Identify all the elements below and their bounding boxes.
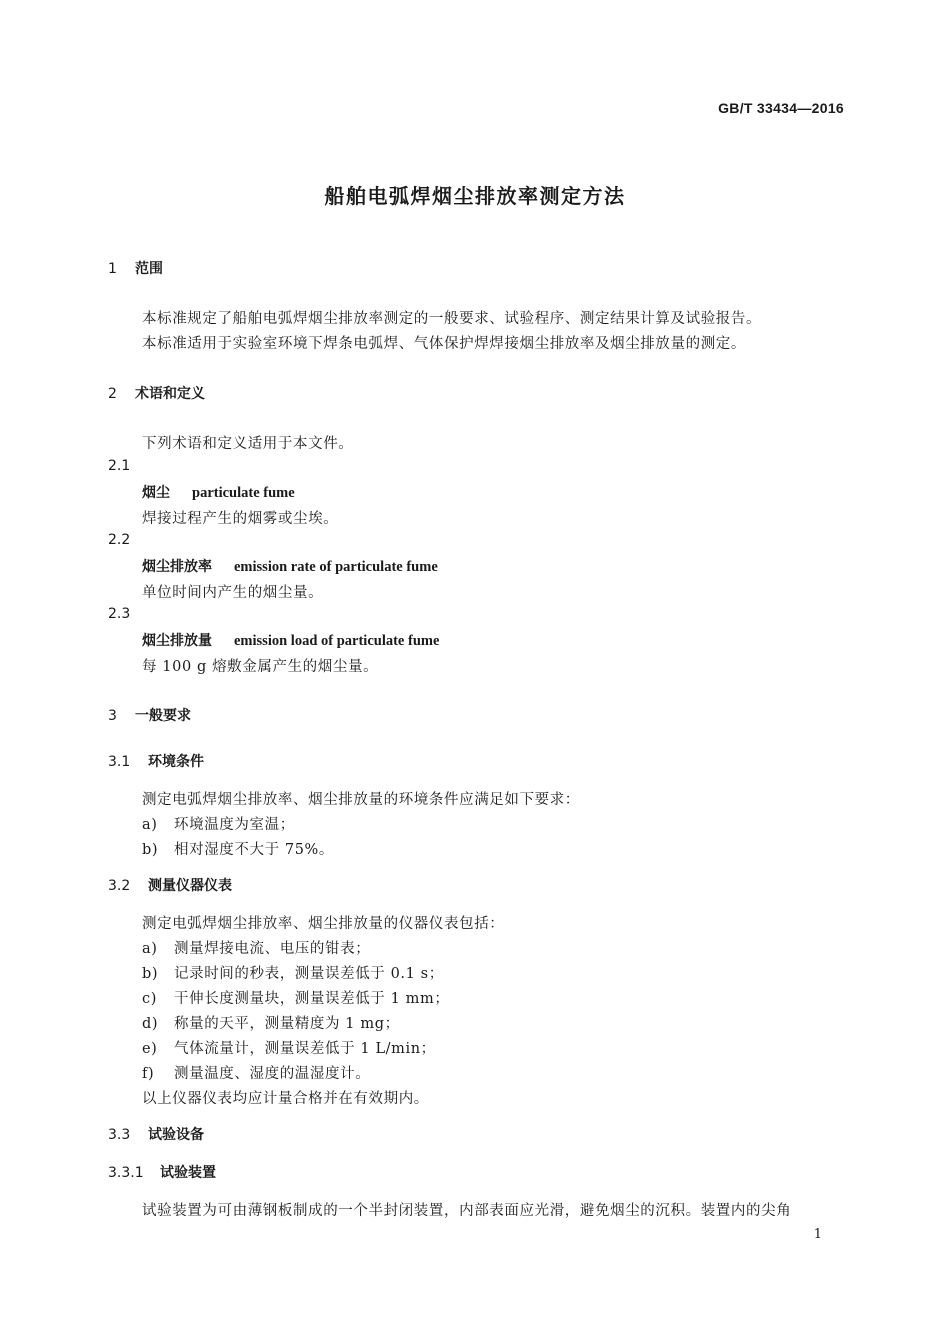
section-title: 范围 — [135, 261, 163, 277]
term-entry — [142, 482, 295, 502]
section-number: 3 — [108, 708, 117, 724]
term-english: particulate fume — [192, 485, 295, 501]
list-marker: d) — [142, 1016, 159, 1032]
term-definition: 单位时间内产生的烟尘量。 — [142, 585, 324, 601]
subsection-number: 3.2 — [108, 878, 131, 894]
list-item — [142, 962, 444, 983]
term-chinese: 烟尘 — [142, 485, 170, 501]
term-english: emission load of particulate fume — [234, 633, 440, 649]
subsection-3-2-heading — [108, 875, 232, 895]
list-item — [142, 813, 295, 834]
list-item — [142, 838, 334, 859]
term-chinese: 烟尘排放率 — [142, 559, 212, 575]
list-text: 测量温度、湿度的温湿度计。 — [174, 1066, 371, 1082]
term-number: 2.2 — [108, 532, 131, 548]
term-number: 2.3 — [108, 606, 131, 622]
term-chinese: 烟尘排放量 — [142, 633, 212, 649]
list-text: 气体流量计，测量误差低于 1 L/min； — [174, 1041, 436, 1057]
section-3-heading — [108, 705, 191, 725]
subsection-3-3-heading — [108, 1124, 204, 1144]
section-title: 一般要求 — [135, 708, 191, 724]
list-item — [142, 1037, 436, 1058]
subsection-title: 试验装置 — [160, 1165, 216, 1181]
list-marker: b) — [142, 966, 159, 982]
section-2-heading — [108, 383, 205, 403]
list-item — [142, 937, 370, 958]
subsection-number: 3.3 — [108, 1127, 131, 1143]
list-marker: c) — [142, 991, 157, 1007]
list-text: 记录时间的秒表，测量误差低于 0.1 s； — [174, 966, 444, 982]
subsection-3-1-heading — [108, 751, 204, 771]
term-entry — [142, 630, 439, 650]
list-marker: a) — [142, 941, 158, 957]
paragraph: 本标准规定了船舶电弧焊烟尘排放率测定的一般要求、试验程序、测定结果计算及试验报告。 — [142, 311, 762, 327]
term-number: 2.1 — [108, 458, 131, 474]
list-item — [142, 1012, 400, 1033]
subsection-number: 3.1 — [108, 754, 131, 770]
paragraph: 以上仪器仪表均应计量合格并在有效期内。 — [142, 1091, 429, 1107]
list-item — [142, 1062, 370, 1083]
subsection-number: 3.3.1 — [108, 1165, 144, 1181]
standard-code: GB/T 33434—2016 — [718, 100, 844, 116]
list-text: 称量的天平，测量精度为 1 mg； — [174, 1016, 400, 1032]
paragraph: 试验装置为可由薄钢板制成的一个半封闭装置，内部表面应光滑，避免烟尘的沉积。装置内的尖角 — [142, 1203, 792, 1219]
term-english: emission rate of particulate fume — [234, 559, 438, 575]
list-text: 相对湿度不大于 75%。 — [174, 842, 335, 858]
term-definition: 焊接过程产生的烟雾或尘埃。 — [142, 511, 339, 527]
list-text: 测量焊接电流、电压的钳表； — [174, 941, 371, 957]
section-number: 2 — [108, 386, 117, 402]
paragraph: 本标准适用于实验室环境下焊条电弧焊、气体保护焊焊接烟尘排放率及烟尘排放量的测定。 — [142, 336, 746, 352]
list-marker: e) — [142, 1041, 158, 1057]
list-text: 干伸长度测量块，测量误差低于 1 mm； — [174, 991, 450, 1007]
page-number: 1 — [813, 1227, 822, 1242]
list-item — [142, 987, 449, 1008]
section-title: 术语和定义 — [135, 386, 205, 402]
paragraph: 下列术语和定义适用于本文件。 — [142, 436, 354, 452]
document-title: 船舶电弧焊烟尘排放率测定方法 — [324, 184, 626, 208]
section-1-heading — [108, 258, 163, 278]
subsection-title: 环境条件 — [148, 754, 204, 770]
subsection-3-3-1-heading — [108, 1162, 216, 1182]
section-number: 1 — [108, 261, 117, 277]
term-entry — [142, 556, 438, 576]
term-definition: 每 100 g 熔敷金属产生的烟尘量。 — [142, 659, 379, 675]
list-marker: a) — [142, 817, 158, 833]
subsection-title: 试验设备 — [148, 1127, 204, 1143]
list-text: 环境温度为室温； — [174, 817, 295, 833]
subsection-title: 测量仪器仪表 — [148, 878, 232, 894]
list-marker: b) — [142, 842, 159, 858]
paragraph: 测定电弧焊烟尘排放率、烟尘排放量的环境条件应满足如下要求： — [142, 792, 580, 808]
paragraph: 测定电弧焊烟尘排放率、烟尘排放量的仪器仪表包括： — [142, 916, 505, 932]
list-marker: f) — [142, 1066, 155, 1082]
